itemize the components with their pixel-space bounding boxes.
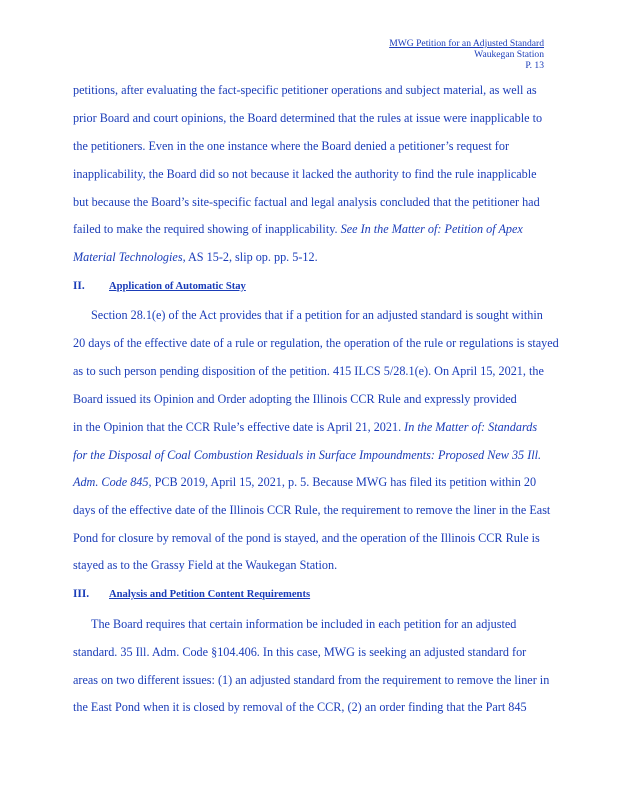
- paragraph-line: as to such person pending disposition of the petition. 415 ILCS 5/28.1(e). On April 15, 2021, the: [73, 364, 544, 378]
- section-title: Application of Automatic Stay: [109, 281, 246, 292]
- header-page-number: P. 13: [525, 60, 544, 71]
- citation-italic: for the Disposal of Coal Combustion Residuals in Surface Impoundments: Proposed New 35 Ill.: [73, 448, 542, 462]
- paragraph-line: areas on two different issues: (1) an adjusted standard from the requirement to remove the liner in: [73, 673, 550, 687]
- paragraph-line: in the Opinion that the CCR Rule’s effective date is April 21, 2021. In the Matter of: Standards: [73, 420, 538, 434]
- section-heading-ii: [73, 279, 246, 294]
- paragraph-line: The Board requires that certain information be included in each petition for an adjusted: [91, 617, 517, 631]
- paragraph-line: Pond for closure by removal of the pond is stayed, and the operation of the Illinois CCR Rule is: [73, 531, 540, 545]
- citation-italic: In the Matter of: Standards: [404, 420, 538, 434]
- paragraph-line: failed to make the required showing of inapplicability. See In the Matter of: Petition of Apex: [73, 222, 523, 236]
- paragraph-line: Adm. Code 845, PCB 2019, April 15, 2021, p. 5. Because MWG has filed its petition within 20: [73, 475, 537, 489]
- paragraph-line: [73, 448, 541, 462]
- paragraph-line: the East Pond when it is closed by removal of the CCR, (2) an order finding that the Part 845: [73, 700, 527, 714]
- section-heading-iii: [73, 587, 310, 602]
- paragraph-line: stayed as to the Grassy Field at the Waukegan Station.: [73, 558, 338, 572]
- paragraph-line: days of the effective date of the Illinois CCR Rule, the requirement to remove the liner in the East: [73, 503, 551, 517]
- section-title: Analysis and Petition Content Requirements: [109, 589, 311, 600]
- paragraph-line: the petitioners. Even in the one instance where the Board denied a petitioner’s request for: [73, 139, 510, 153]
- citation-italic: Material Technologies,: [73, 250, 186, 264]
- header-title: MWG Petition for an Adjusted Standard: [389, 38, 544, 49]
- paragraph-line: but because the Board’s site-specific factual and legal analysis concluded that the petitioner had: [73, 195, 540, 209]
- paragraph-line: prior Board and court opinions, the Board determined that the rules at issue were inapplicable to: [73, 111, 543, 125]
- paragraph-line: petitions, after evaluating the fact-specific petitioner operations and subject material, as well as: [73, 83, 537, 97]
- paragraph-line: 20 days of the effective date of a rule or regulation, the operation of the rule or regulations is stayed: [73, 336, 559, 350]
- paragraph-line: standard. 35 Ill. Adm. Code §104.406. In this case, MWG is seeking an adjusted standard for: [73, 645, 527, 659]
- citation-italic: Adm. Code 845,: [73, 475, 152, 489]
- paragraph-line: Material Technologies, AS 15-2, slip op. pp. 5-12.: [73, 250, 318, 264]
- citation-italic: See In the Matter of: Petition of Apex: [340, 222, 523, 236]
- section-number: II.: [73, 280, 85, 292]
- paragraph-line: inapplicability, the Board did so not because it lacked the authority to find the rule inapplicable: [73, 167, 537, 181]
- paragraph-line: Section 28.1(e) of the Act provides that if a petition for an adjusted standard is sought within: [91, 308, 543, 322]
- header-station: Waukegan Station: [474, 49, 544, 60]
- page-header: [389, 38, 544, 71]
- section-number: III.: [73, 588, 90, 600]
- paragraph-line: Board issued its Opinion and Order adopting the Illinois CCR Rule and expressly provided: [73, 392, 517, 406]
